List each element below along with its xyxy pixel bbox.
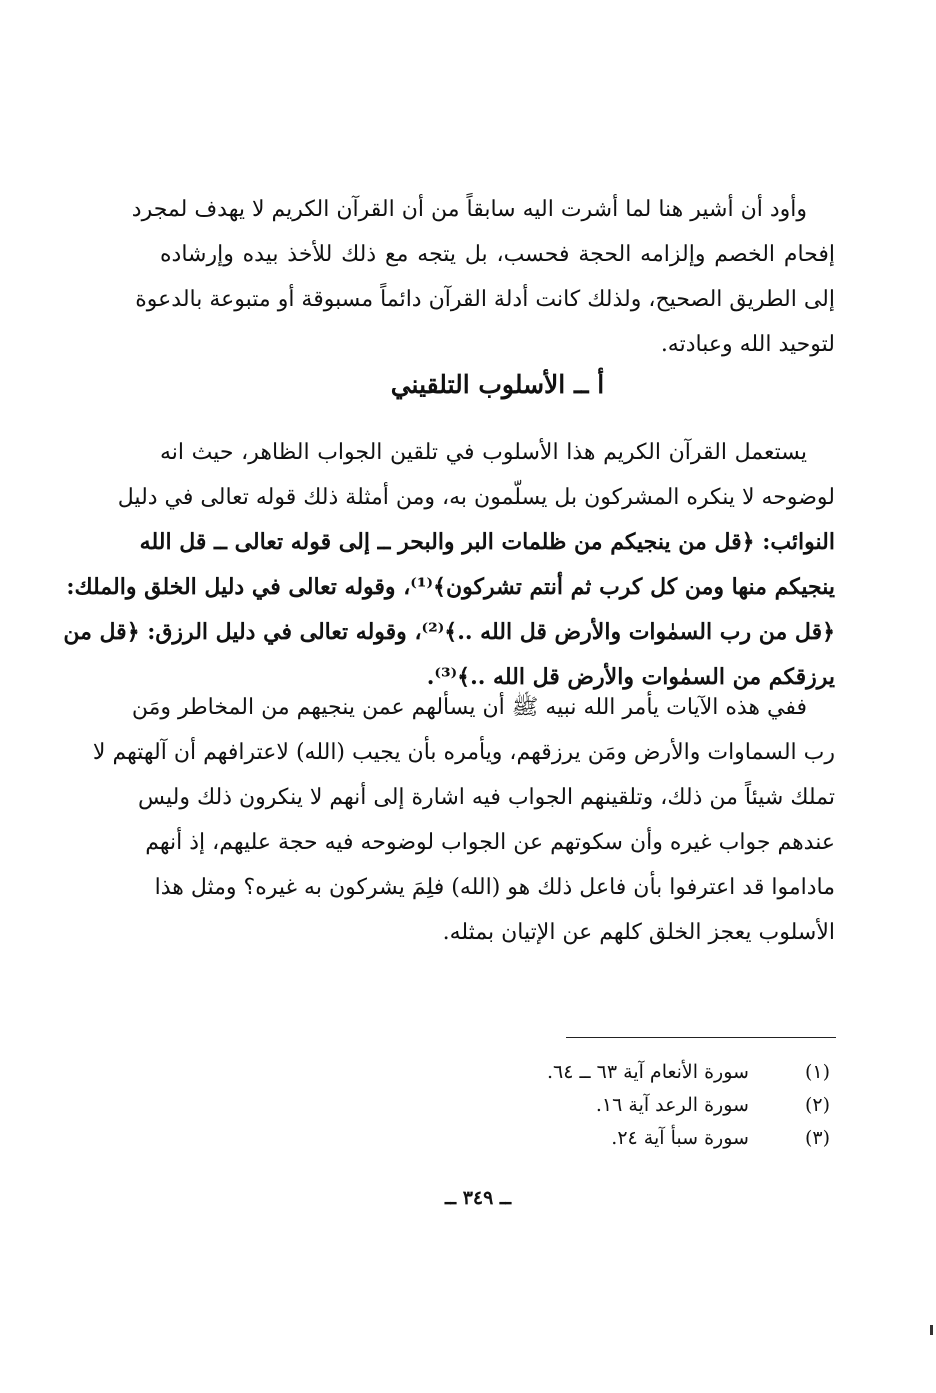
text-line: ماداموا قد اعترفوا بأن فاعل ذلك هو (الله) فلِمَ يشركون به غيره؟ ومثل هذا [154, 875, 835, 900]
page-number: ــ ٣٤٩ ــ [444, 1187, 512, 1209]
text-line: ينجيكم منها ومن كل كرب ثم أنتم تشركون﴾⁽¹⁾، وقوله تعالى في دليل الخلق والملك: [66, 574, 835, 600]
footnote-number: (١) [804, 1061, 830, 1083]
paragraph-explanation [92, 685, 835, 955]
text-line: تملك شيئاً من ذلك، وتلقينهم الجواب فيه اشارة إلى أنهم لا ينكرون ذلك وليس [137, 785, 835, 810]
footnotes [500, 1056, 830, 1155]
footnote-divider [566, 1037, 836, 1038]
text-line: ﴿قل من رب السمٰوات والأرض قل الله ..﴾⁽²⁾، وقوله تعالى في دليل الرزق: ﴿قل من [63, 619, 835, 645]
footnote [500, 1056, 830, 1089]
footnote-text: سورة الرعد آية ١٦. [595, 1094, 749, 1116]
text-line: لوضوحه لا ينكره المشركون بل يسلّمون به، ومن أمثلة ذلك قوله تعالى في دليل [117, 485, 835, 510]
text-line: لتوحيد الله وعبادته. [660, 332, 835, 357]
section-heading: أ ــ الأسلوب التلقيني [390, 370, 605, 399]
text-line: عندهم جواب غيره وأن سكوتهم عن الجواب لوضوحه فيه حجة عليهم، إذ أنهم [145, 830, 835, 855]
paragraph-talqini [63, 430, 835, 700]
scan-mark [930, 1325, 933, 1335]
text-line: يستعمل القرآن الكريم هذا الأسلوب في تلقين الجواب الظاهر، حيث انه [160, 440, 807, 465]
footnote [500, 1122, 830, 1155]
text-line: النوائب: ﴿قل من ينجيكم من ظلمات البر والبحر ــ إلى قوله تعالى ــ قل الله [139, 529, 835, 555]
text-line: وأود أن أشير هنا لما أشرت اليه سابقاً من أن القرآن الكريم لا يهدف لمجرد [131, 197, 807, 222]
text-line: إفحام الخصم وإلزامه الحجة فحسب، بل يتجه مع ذلك للأخذ بيده وإرشاده [160, 242, 835, 267]
footnote-number: (٢) [804, 1094, 830, 1116]
paragraph-intro [131, 187, 835, 367]
footnote [500, 1089, 830, 1122]
footnote-text: سورة سبأ آية ٢٤. [611, 1127, 749, 1149]
text-line: رب السماوات والأرض ومَن يرزقهم، ويأمره بأن يجيب (الله) لاعترافهم أن آلهتهم لا [92, 740, 835, 765]
text-line: الأسلوب يعجز الخلق كلهم عن الإتيان بمثله. [442, 920, 835, 945]
text-line: ففي هذه الآيات يأمر الله نبيه ﷺ أن يسألهم عمن ينجيهم من المخاطر ومَن [131, 695, 807, 720]
footnote-text: سورة الأنعام آية ٦٣ ــ ٦٤. [546, 1061, 749, 1083]
text-line: إلى الطريق الصحيح، ولذلك كانت أدلة القرآن دائماً مسبوقة أو متبوعة بالدعوة [135, 287, 835, 312]
footnote-number: (٣) [804, 1127, 830, 1149]
text-line: يرزقكم من السمٰوات والأرض قل الله ..﴾⁽³⁾. [426, 664, 835, 690]
